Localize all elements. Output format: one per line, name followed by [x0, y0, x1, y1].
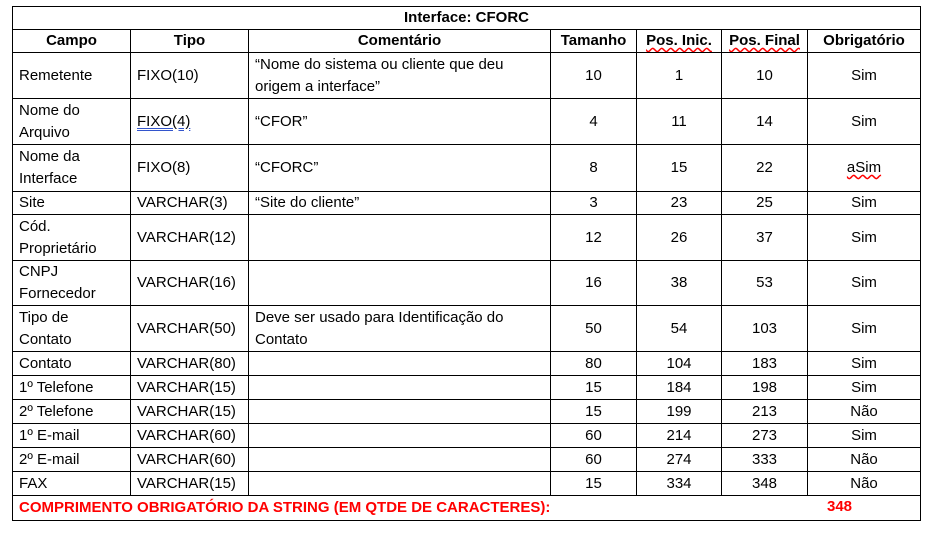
- cell-obrigatorio-text: Não: [850, 402, 878, 420]
- cell-tipo: [131, 261, 249, 306]
- cell-tamanho-text: 15: [585, 378, 602, 396]
- cell-tipo-text: VARCHAR(60): [137, 450, 236, 468]
- cell-obrigatorio: [808, 400, 921, 424]
- cell-tipo: [131, 192, 249, 215]
- cell-tipo: [131, 145, 249, 192]
- cell-tamanho: [551, 448, 637, 472]
- cell-obrigatorio: [808, 424, 921, 448]
- cell-pos-final: [722, 400, 808, 424]
- cell-pos-inic: [637, 192, 722, 215]
- cell-obrigatorio-text: Sim: [851, 112, 877, 130]
- table-body: [13, 53, 921, 496]
- table-row: [13, 400, 921, 424]
- cell-tipo: [131, 352, 249, 376]
- table-row: [13, 472, 921, 496]
- cell-pos-inic-text: 15: [670, 159, 688, 176]
- cell-obrigatorio-text: Sim: [851, 426, 877, 444]
- cell-pos-inic: [637, 215, 722, 261]
- cell-tamanho: [551, 424, 637, 448]
- cell-pos-inic: [637, 261, 722, 306]
- table-row: [13, 145, 921, 192]
- table-row: [13, 306, 921, 352]
- cell-comentario-text: “Site do cliente”: [255, 194, 360, 211]
- cell-pos-inic-text: 199: [666, 402, 692, 420]
- header-pos-final-text: Pos. Final: [729, 32, 800, 49]
- cell-tipo: [131, 99, 249, 145]
- cell-tipo: [131, 215, 249, 261]
- cell-campo: [13, 376, 131, 400]
- cell-tipo-text: FIXO(4): [137, 112, 191, 130]
- cell-pos-final-text: 198: [751, 378, 778, 396]
- cell-pos-final: [722, 215, 808, 261]
- cell-tipo-text: VARCHAR(15): [137, 402, 236, 420]
- cell-pos-inic-text: 1: [674, 66, 684, 84]
- cell-tipo: [131, 400, 249, 424]
- cell-pos-final-text: 25: [756, 194, 773, 211]
- cell-campo-text: Tipo de Contato: [19, 308, 72, 348]
- cell-campo-text: Site: [19, 194, 45, 211]
- cell-campo: [13, 145, 131, 192]
- cell-campo-text: 2º Telefone: [19, 402, 94, 420]
- cell-campo: [13, 192, 131, 215]
- cell-obrigatorio-text: Sim: [851, 378, 877, 396]
- cell-obrigatorio-text: Sim: [851, 194, 877, 211]
- cell-tipo: [131, 53, 249, 99]
- table-row: [13, 376, 921, 400]
- cell-comentario: [249, 448, 551, 472]
- cell-pos-final: [722, 192, 808, 215]
- cell-tamanho: [551, 99, 637, 145]
- cell-comentario: [249, 306, 551, 352]
- cell-obrigatorio: [808, 145, 921, 192]
- table-row: [13, 352, 921, 376]
- cell-pos-inic: [637, 376, 722, 400]
- cell-tamanho: [551, 472, 637, 496]
- cell-pos-final-text: 10: [756, 66, 773, 84]
- cell-obrigatorio-text: Sim: [851, 274, 877, 291]
- cell-pos-inic: [637, 352, 722, 376]
- cell-tamanho-text: 4: [589, 112, 598, 130]
- cell-pos-final-text: 37: [756, 228, 773, 246]
- cell-obrigatorio: [808, 472, 921, 496]
- table-row: [13, 261, 921, 306]
- cell-tamanho-text: 3: [589, 194, 598, 211]
- cell-pos-inic: [637, 99, 722, 145]
- header-campo: Campo: [13, 30, 131, 53]
- table-row: [13, 215, 921, 261]
- cell-campo-text: 1º E-mail: [19, 426, 80, 444]
- cell-pos-inic-text: 104: [666, 354, 692, 372]
- cell-obrigatorio-text: Não: [850, 474, 878, 492]
- cell-tamanho: [551, 306, 637, 352]
- cell-pos-final-text: 333: [751, 450, 778, 468]
- cell-pos-inic: [637, 53, 722, 99]
- cell-pos-final-text: 14: [756, 112, 773, 130]
- cell-tamanho: [551, 261, 637, 306]
- cell-pos-final-text: 213: [751, 402, 778, 420]
- cell-tipo-text: VARCHAR(16): [137, 274, 236, 291]
- cell-pos-inic-text: 184: [666, 378, 692, 396]
- cell-campo: [13, 448, 131, 472]
- cell-obrigatorio: [808, 376, 921, 400]
- cell-obrigatorio-text: aSim: [846, 159, 882, 176]
- cell-obrigatorio: [808, 53, 921, 99]
- cell-campo-text: Contato: [19, 354, 72, 372]
- cell-campo-text: 2º E-mail: [19, 450, 80, 468]
- cell-comentario: [249, 376, 551, 400]
- cell-comentario: [249, 53, 551, 99]
- cell-campo: [13, 306, 131, 352]
- cell-tipo-text: FIXO(8): [137, 159, 191, 176]
- cell-tamanho: [551, 53, 637, 99]
- cell-obrigatorio-text: Sim: [851, 354, 877, 372]
- cell-tamanho: [551, 400, 637, 424]
- table-row: [13, 192, 921, 215]
- cell-campo: [13, 400, 131, 424]
- cell-tamanho-text: 80: [585, 354, 602, 372]
- cell-obrigatorio-text: Sim: [851, 319, 877, 337]
- cell-pos-final: [722, 352, 808, 376]
- title-row: [13, 7, 921, 30]
- header-pos-inic: [637, 30, 722, 53]
- cell-campo-text: Remetente: [19, 66, 93, 84]
- cell-pos-final: [722, 306, 808, 352]
- table-row: [13, 53, 921, 99]
- cell-campo: [13, 472, 131, 496]
- table-title: Interface: CFORC: [13, 7, 921, 30]
- cell-tamanho-text: 50: [585, 319, 602, 337]
- cell-pos-inic: [637, 424, 722, 448]
- cell-pos-final-text: 53: [756, 274, 773, 291]
- cell-tipo-text: VARCHAR(15): [137, 378, 236, 396]
- cell-comentario: [249, 145, 551, 192]
- cell-tamanho-text: 8: [589, 159, 598, 176]
- header-comentario: Comentário: [249, 30, 551, 53]
- cell-tamanho: [551, 145, 637, 192]
- cell-campo: [13, 215, 131, 261]
- cell-tipo-text: FIXO(10): [137, 66, 199, 84]
- cell-tipo: [131, 376, 249, 400]
- cell-comentario: [249, 424, 551, 448]
- cell-pos-final-text: 22: [756, 159, 773, 176]
- cell-tamanho-text: 10: [585, 66, 602, 84]
- cell-campo: [13, 424, 131, 448]
- cell-campo-text: 1º Telefone: [19, 378, 94, 396]
- header-tamanho: Tamanho: [551, 30, 637, 53]
- header-row: [13, 30, 921, 53]
- cell-tipo-text: VARCHAR(50): [137, 319, 236, 337]
- cell-comentario: [249, 472, 551, 496]
- interface-spec-table: [12, 6, 921, 521]
- cell-pos-final-text: 273: [751, 426, 778, 444]
- cell-campo-text: CNPJ Fornecedor: [19, 263, 96, 302]
- cell-tipo-text: VARCHAR(60): [137, 426, 236, 444]
- cell-pos-inic: [637, 448, 722, 472]
- cell-obrigatorio: [808, 352, 921, 376]
- cell-tipo: [131, 472, 249, 496]
- cell-pos-inic-text: 11: [671, 112, 687, 130]
- cell-tamanho-text: 60: [585, 450, 602, 468]
- cell-campo: [13, 352, 131, 376]
- footer-cell: [13, 496, 921, 521]
- cell-pos-final-text: 183: [751, 354, 778, 372]
- cell-pos-final: [722, 99, 808, 145]
- cell-obrigatorio-text: Sim: [851, 66, 877, 84]
- cell-pos-final: [722, 261, 808, 306]
- cell-obrigatorio: [808, 448, 921, 472]
- cell-tipo-text: VARCHAR(15): [137, 474, 236, 492]
- cell-comentario: [249, 99, 551, 145]
- cell-tipo-text: VARCHAR(80): [137, 354, 236, 372]
- cell-pos-inic-text: 334: [666, 474, 692, 492]
- cell-pos-final: [722, 424, 808, 448]
- cell-comentario: [249, 261, 551, 306]
- cell-comentario-text: “CFORC”: [255, 159, 319, 176]
- table-row: [13, 424, 921, 448]
- cell-pos-inic: [637, 400, 722, 424]
- cell-pos-inic: [637, 472, 722, 496]
- cell-pos-final: [722, 472, 808, 496]
- cell-pos-inic-text: 54: [670, 319, 688, 337]
- footer-row: [13, 496, 921, 521]
- cell-obrigatorio-text: Não: [850, 450, 878, 468]
- header-obrigatorio: Obrigatório: [808, 30, 921, 53]
- cell-comentario: [249, 400, 551, 424]
- cell-comentario-text: “CFOR”: [255, 112, 308, 130]
- cell-obrigatorio: [808, 192, 921, 215]
- cell-campo: [13, 99, 131, 145]
- cell-pos-inic-text: 214: [666, 426, 692, 444]
- cell-pos-inic-text: 38: [670, 274, 688, 291]
- cell-obrigatorio: [808, 306, 921, 352]
- cell-campo-text: Cód. Proprietário: [19, 217, 97, 257]
- cell-pos-final: [722, 376, 808, 400]
- table-row: [13, 99, 921, 145]
- cell-obrigatorio-text: Sim: [851, 228, 877, 246]
- cell-tipo-text: VARCHAR(3): [137, 194, 228, 211]
- cell-campo-text: Nome do Arquivo: [19, 101, 80, 141]
- cell-tamanho-text: 60: [585, 426, 602, 444]
- cell-pos-inic-text: 274: [666, 450, 692, 468]
- header-tipo: Tipo: [131, 30, 249, 53]
- cell-tamanho: [551, 192, 637, 215]
- cell-tamanho: [551, 215, 637, 261]
- cell-pos-inic-text: 23: [670, 194, 688, 211]
- cell-tipo-text: VARCHAR(12): [137, 228, 236, 246]
- cell-obrigatorio: [808, 215, 921, 261]
- cell-pos-final: [722, 53, 808, 99]
- cell-tamanho-text: 16: [585, 274, 602, 291]
- cell-pos-inic-text: 26: [670, 228, 688, 246]
- cell-pos-inic: [637, 306, 722, 352]
- cell-comentario: [249, 215, 551, 261]
- footer-total: 348: [827, 498, 853, 515]
- cell-pos-final-text: 348: [751, 474, 778, 492]
- cell-tamanho-text: 15: [585, 402, 602, 420]
- cell-tamanho: [551, 352, 637, 376]
- cell-comentario: [249, 192, 551, 215]
- cell-comentario-text: Deve ser usado para Identificação do Contato: [255, 308, 504, 348]
- cell-pos-final-text: 103: [751, 319, 778, 337]
- cell-obrigatorio: [808, 99, 921, 145]
- cell-tamanho-text: 15: [585, 474, 602, 492]
- cell-tipo: [131, 306, 249, 352]
- cell-tipo: [131, 424, 249, 448]
- cell-pos-inic: [637, 145, 722, 192]
- cell-pos-final: [722, 145, 808, 192]
- cell-comentario-text: “Nome do sistema ou cliente que deu origem a interface”: [255, 55, 504, 95]
- cell-campo-text: FAX: [19, 474, 48, 492]
- header-pos-final: [722, 30, 808, 53]
- cell-campo-text: Nome da Interface: [19, 148, 80, 187]
- cell-obrigatorio: [808, 261, 921, 306]
- table-row: [13, 448, 921, 472]
- cell-tamanho-text: 12: [585, 228, 602, 246]
- cell-pos-final: [722, 448, 808, 472]
- cell-comentario: [249, 352, 551, 376]
- cell-tipo: [131, 448, 249, 472]
- header-pos-inic-text: Pos. Inic.: [646, 32, 712, 49]
- cell-tamanho: [551, 376, 637, 400]
- footer-label: COMPRIMENTO OBRIGATÓRIO DA STRING (EM QTDE DE CARACTERES):: [19, 499, 551, 516]
- cell-campo: [13, 261, 131, 306]
- cell-campo: [13, 53, 131, 99]
